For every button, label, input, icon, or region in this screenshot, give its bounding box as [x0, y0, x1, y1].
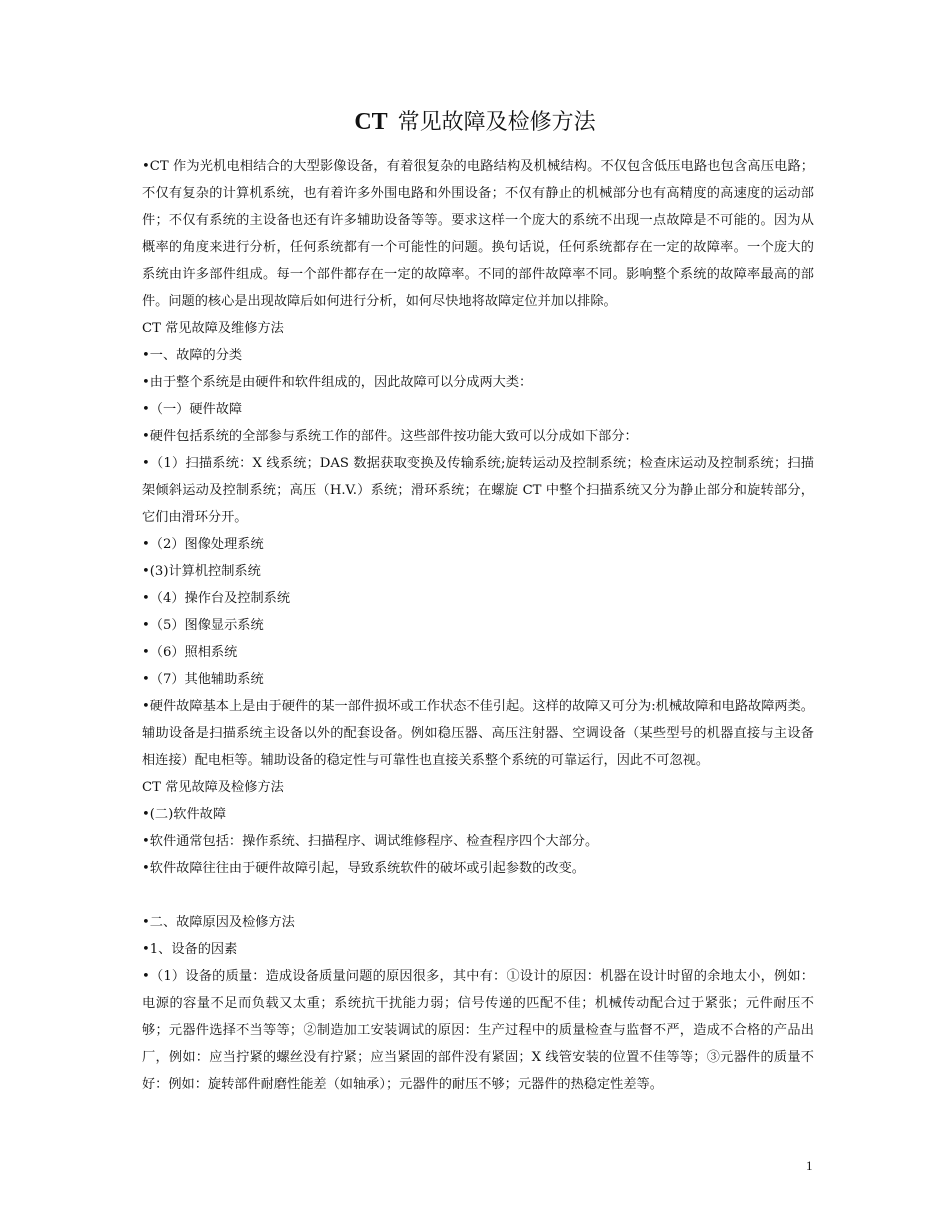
paragraph: •软件通常包括：操作系统、扫描程序、调试维修程序、检查程序四个大部分。: [142, 834, 599, 849]
page-title: [0, 104, 950, 141]
page-number: 1: [806, 1158, 813, 1173]
paragraph: •二、故障原因及检修方法: [142, 915, 295, 930]
paragraph: •CT 作为光机电相结合的大型影像设备，有着很复杂的电路结构及机械结构。不仅包含低压电路也包含高压电路；不仅有复杂的计算机系统，也有着许多外围电路和外围设备；不仅有静止的机械部分也有高精度的高速度的运动部件；不仅有系统的主设备也还有许多辅助设备等等。要求这样一个庞大的系统不出现一点故障是不可能的。因为从概率的角度来进行分析，任何系统都有一个可能性的问题。换句话说，任何系统都存在一定的故障率。一个庞大的系统由许多部件组成。每一个部件都存在一定的故障率。不同的部件故障率不同。影响整个系统的故障率最高的部件。问题的核心是出现故障后如何进行分析，如何尽快地将故障定位并加以排除。: [142, 159, 814, 309]
paragraph: •(3)计算机控制系统: [142, 564, 261, 579]
paragraph: •（6）照相系统: [142, 645, 238, 660]
paragraph: •（7）其他辅助系统: [142, 672, 264, 687]
title-text: 常见故障及检修方法: [397, 110, 596, 135]
paragraph: •(二)软件故障: [142, 807, 227, 822]
paragraph: •（一）硬件故障: [142, 402, 243, 417]
paragraph: •一、故障的分类: [142, 348, 243, 363]
paragraph: •（4）操作台及控制系统: [142, 591, 291, 606]
document-body: [142, 153, 814, 1098]
paragraph: •（1）设备的质量：造成设备质量问题的原因很多，其中有：①设计的原因：机器在设计时留的余地太小，例如：电源的容量不足而负载又太重；系统抗干扰能力弱；信号传递的匹配不佳；机械传动配合过于紧张；元件耐压不够；元器件选择不当等等；②制造加工安装调试的原因：生产过程中的质量检查与监督不严，造成不合格的产品出厂，例如：应当拧紧的螺丝没有拧紧；应当紧固的部件没有紧固；X 线管安装的位置不佳等等；③元器件的质量不好：例如：旋转部件耐磨性能差（如轴承）；元器件的耐压不够；元器件的热稳定性差等。: [142, 969, 814, 1092]
title-latin: CT: [354, 109, 388, 135]
paragraph: •由于整个系统是由硬件和软件组成的，因此故障可以分成两大类：: [142, 375, 533, 390]
paragraph: •（2）图像处理系统: [142, 537, 264, 552]
paragraph-spacer: [142, 882, 814, 909]
paragraph: •1、设备的因素: [142, 942, 238, 957]
paragraph: •（5）图像显示系统: [142, 618, 264, 633]
paragraph: CT 常见故障及维修方法: [142, 321, 284, 336]
paragraph: •（1）扫描系统：X 线系统；DAS 数据获取变换及传输系统;旋转运动及控制系统；检查床运动及控制系统；扫描架倾斜运动及控制系统；高压（H.V.）系统；滑环系统；在螺旋 CT 中整个扫描系统又分为静止部分和旋转部分，它们由滑环分开。: [142, 456, 814, 525]
paragraph: •软件故障往往由于硬件故障引起，导致系统软件的破坏或引起参数的改变。: [142, 861, 585, 876]
paragraph: CT 常见故障及检修方法: [142, 780, 284, 795]
paragraph: •硬件包括系统的全部参与系统工作的部件。这些部件按功能大致可以分成如下部分：: [142, 429, 638, 444]
paragraph: •硬件故障基本上是由于硬件的某一部件损坏或工作状态不佳引起。这样的故障又可分为:机械故障和电路故障两类。辅助设备是扫描系统主设备以外的配套设备。例如稳压器、高压注射器、空调设备（某些型号的机器直接与主设备相连接）配电柜等。辅助设备的稳定性与可靠性也直接关系整个系统的可靠运行，因此不可忽视。: [142, 699, 814, 768]
